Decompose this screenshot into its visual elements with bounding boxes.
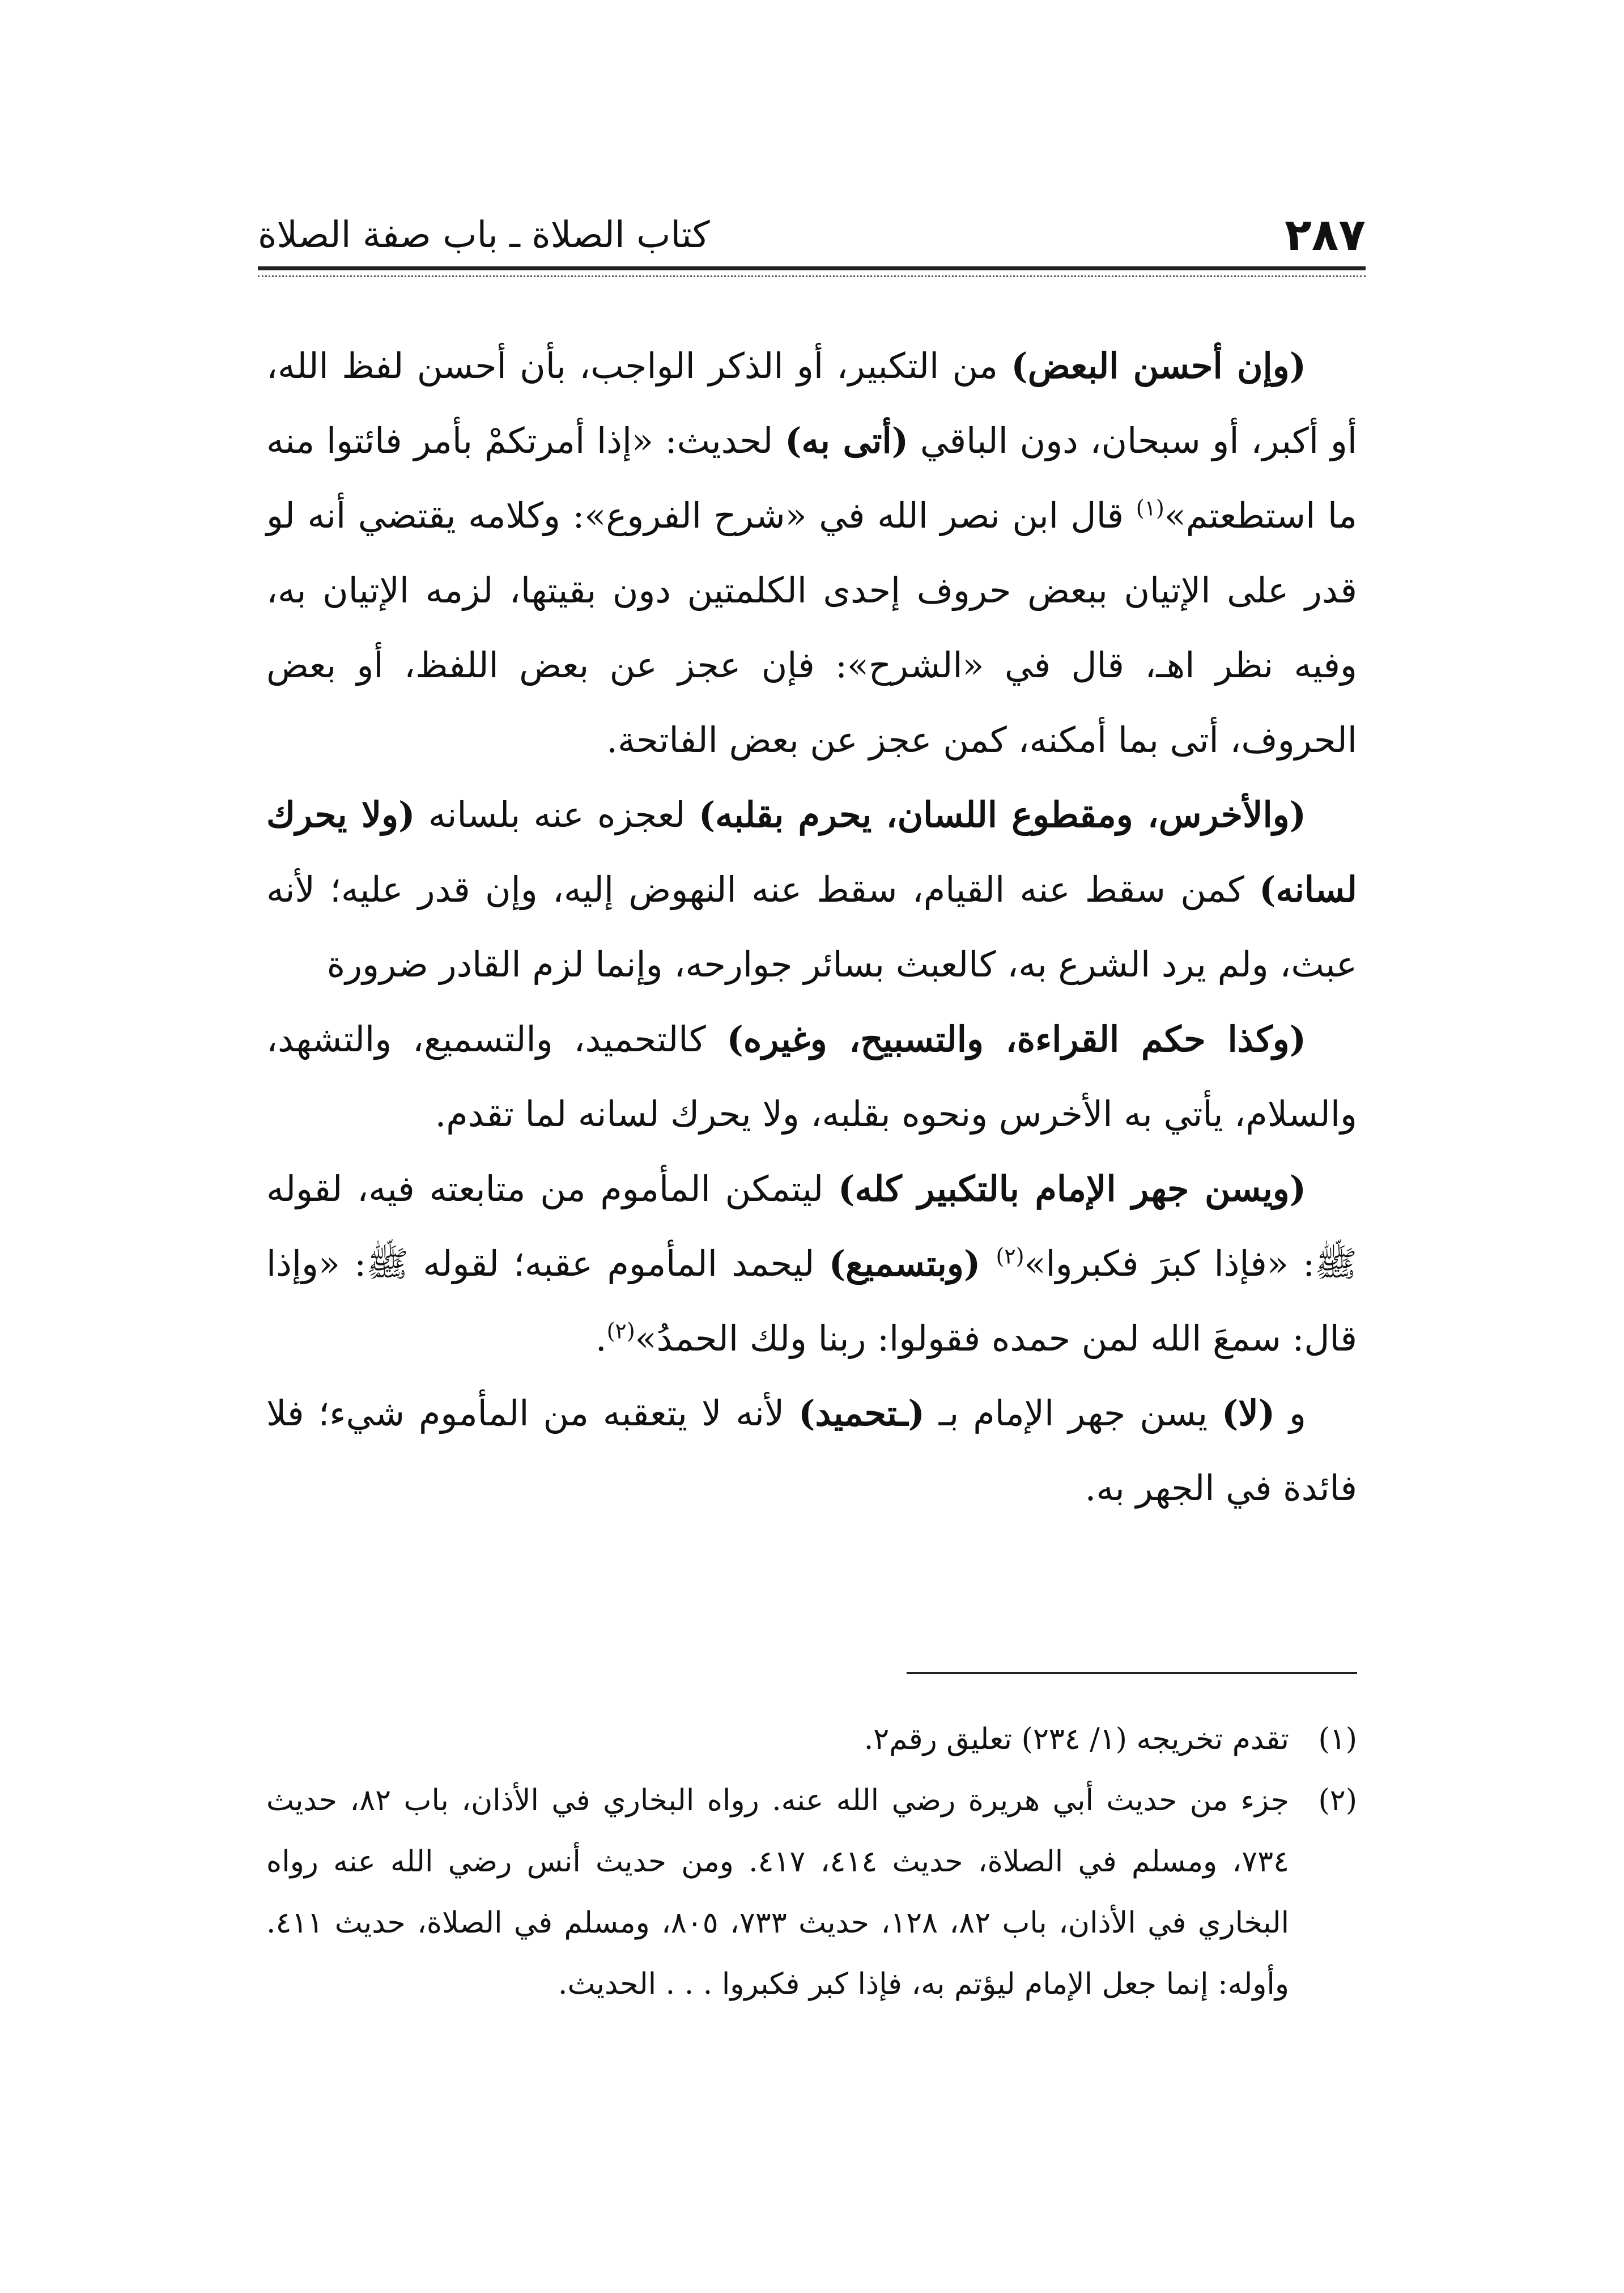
paragraph [266, 329, 1357, 778]
sharh-text: لحديث: «إذا أمرتكمْ بأمر فائتوا منه ما استطعتم» [266, 420, 1357, 536]
bold-matn: (وبتسميع) [828, 1243, 996, 1284]
sharh-text: ليحمد المأموم عقبه؛ لقوله ﷺ: «وإذا قال: سمعَ الله لمن حمده فقولوا: ربنا ولك الحمدُ» [266, 1243, 1357, 1359]
bold-matn: (ـتحميد) [798, 1392, 925, 1434]
main-text [266, 329, 1357, 1526]
header-rule-dotted [258, 275, 1366, 277]
sharh-text: لأنه لا يتعقبه من المأموم شيء؛ فلا فائدة في الجهر به. [266, 1392, 1357, 1509]
bold-matn: (لا) [1222, 1392, 1276, 1434]
paragraph [266, 1002, 1357, 1152]
sharh-text: قال ابن نصر الله في «شرح الفروع»: وكلامه يقتضي أنه لو قدر على الإتيان ببعض حروف إحدى الكلمتين دون بقيتها، لزمه الإتيان به، وفيه نظر اهـ، قال في «الشرح»: فإن عجز عن بعض اللفظ، أو بعض الحروف، أتى بما أمكنه، كمن عجز عن بعض الفاتحة. [266, 495, 1357, 761]
bold-matn: (ولا يحرك لسانه) [266, 794, 1357, 910]
page-number: ٢٨٧ [1285, 210, 1366, 261]
footnotes [266, 1709, 1357, 2015]
footnote-separator [907, 1672, 1357, 1674]
footnote [266, 1709, 1357, 1770]
bold-matn: (أتى به) [785, 420, 909, 461]
footnote-text: جزء من حديث أبي هريرة رضي الله عنه. رواه البخاري في الأذان، باب ٨٢، حديث ٧٣٤، ومسلم في الصلاة، حديث ٤١٤، ٤١٧. ومن حديث أنس رضي الله عنه رواه البخاري في الأذان، باب ٨٢، ١٢٨، حديث ٧٣٣، ٨٠٥، ومسلم في الصلاة، حديث ٤١١. وأوله: إنما جعل الإمام ليؤتم به، فإذا كبر فكبروا . . . الحديث. [266, 1784, 1290, 2001]
footnote-ref: (١) [1136, 495, 1164, 521]
sharh-text: ليتمكن المأموم من متابعته فيه، لقوله ﷺ: «فإذا كبرَ فكبروا» [266, 1168, 1357, 1284]
bold-matn: (وإن أحسن البعض) [1011, 345, 1306, 387]
sharh-text: لعجزه عنه بلسانه [415, 794, 699, 835]
sharh-text: كالتحميد، والتسميع، والتشهد، والسلام، يأتي به الأخرس ونحوه بقلبه، ولا يحرك لسانه لما تقدم. [266, 1018, 1357, 1135]
footnote-number: (١) [1318, 1722, 1357, 1756]
bold-matn: (ويسن جهر الإمام بالتكبير كله) [837, 1168, 1306, 1209]
sharh-text: من التكبير، أو الذكر الواجب، بأن أحسن لفظ الله، أو أكبر، أو سبحان، دون الباقي [266, 345, 1357, 461]
footnote [266, 1770, 1357, 2015]
paragraph [266, 1152, 1357, 1376]
sharh-text: كمن سقط عنه القيام، سقط عنه النهوض إليه، وإن قدر عليه؛ لأنه عبث، ولم يرد الشرع به، كالعبث بسائر جوارحه، وإنما لزم القادر ضرورة [266, 869, 1357, 985]
sharh-text: يسن جهر الإمام بـ [924, 1392, 1222, 1434]
footnote-text: تقدم تخريجه (١/ ٢٣٤) تعليق رقم٢. [864, 1722, 1289, 1756]
footnote-ref: (٢) [996, 1243, 1024, 1269]
running-title: كتاب الصلاة ـ باب صفة الصلاة [258, 214, 710, 256]
bold-matn: (والأخرس، ومقطوع اللسان، يحرم بقلبه) [698, 794, 1306, 835]
paragraph [266, 1376, 1357, 1526]
header-rule [258, 266, 1366, 270]
footnote-ref: (٢) [606, 1318, 635, 1344]
sharh-text: . [595, 1318, 607, 1359]
footnote-number: (٢) [1318, 1784, 1357, 1818]
page-header [258, 204, 1366, 266]
paragraph [266, 778, 1357, 1002]
sharh-text: و [1275, 1392, 1306, 1434]
bold-matn: (وكذا حكم القراءة، والتسبيح، وغيره) [726, 1018, 1307, 1060]
